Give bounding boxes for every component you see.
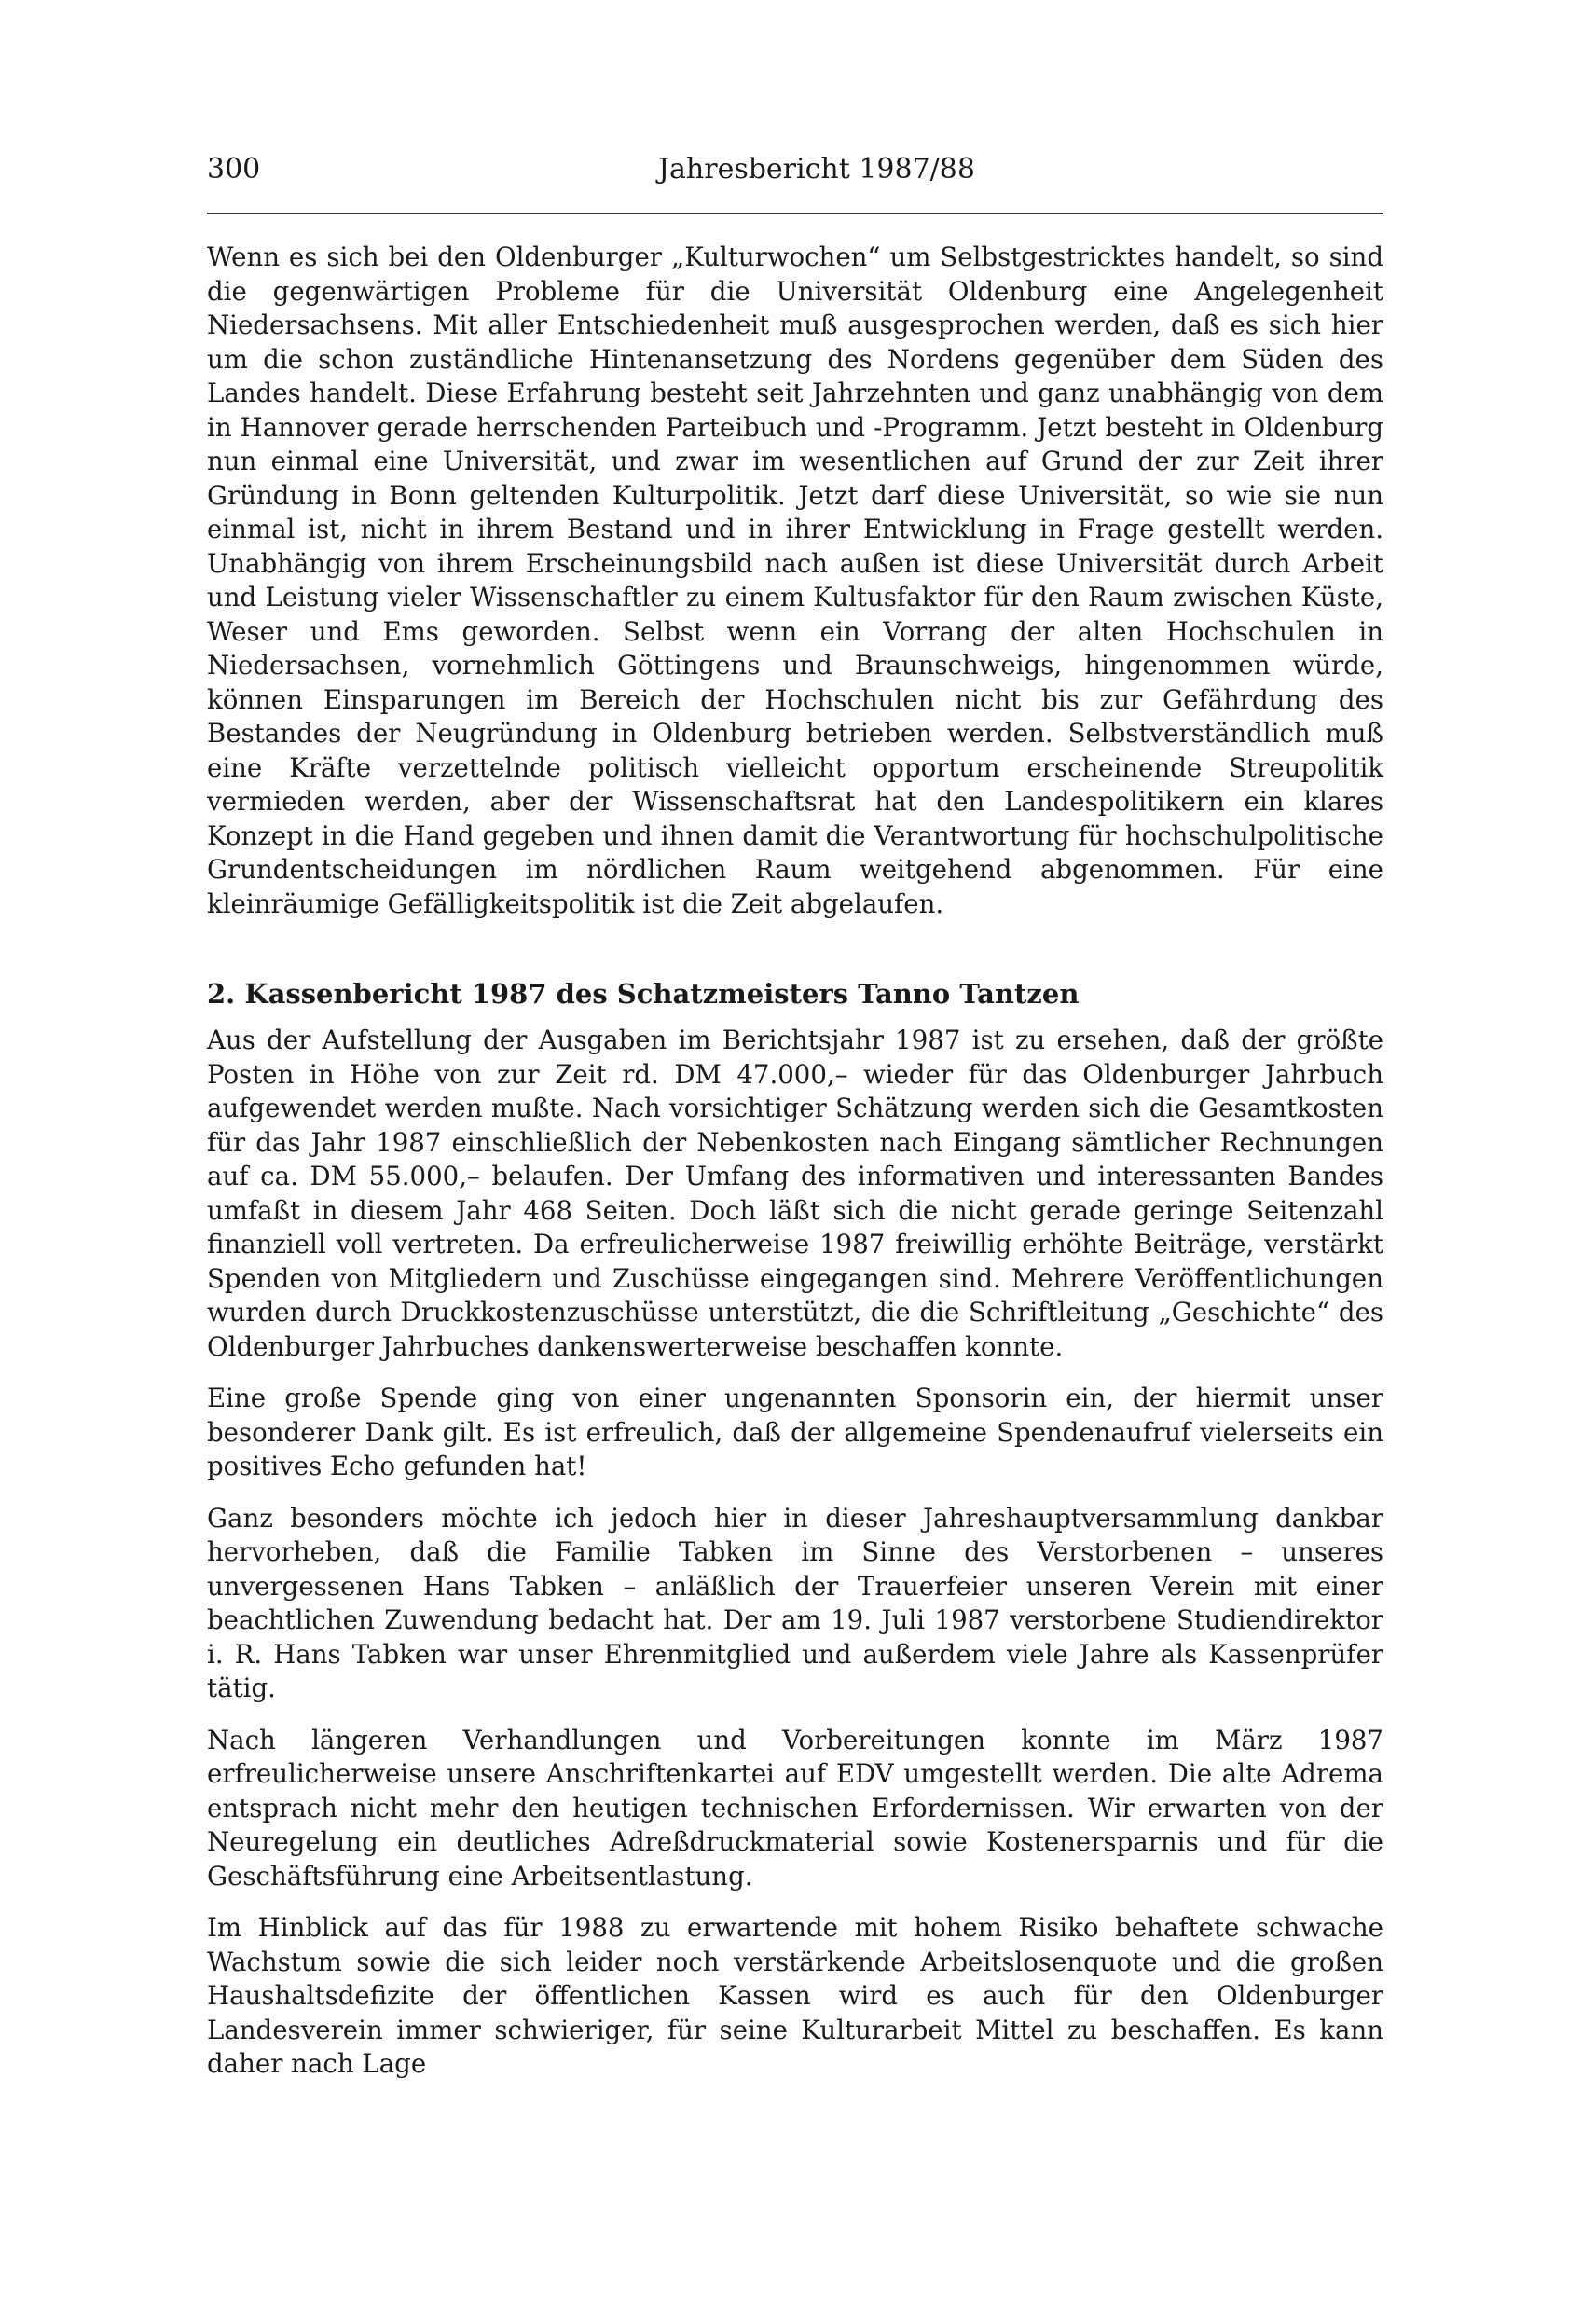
page-number: 300 (207, 153, 261, 186)
paragraph-universitaet-oldenburg: Wenn es sich bei den Oldenburger „Kulturwochen“ um Selbstgestricktes handelt, so sind die gegenwärtigen Probleme für die Universität Oldenburg eine Angelegenheit Niedersachsens. Mit aller Entschiedenheit muß ausgesprochen werden, daß es sich hier um die schon zuständliche Hintenansetzung des Nordens gegenüber dem Süden des Landes handelt. Diese Erfahrung besteht seit Jahrzehnten und ganz unabhängig von dem in Hannover gerade herrschenden Parteibuch und -Programm. Jetzt besteht in Oldenburg nun einmal eine Universität, und zwar im wesentlichen auf Grund der zur Zeit ihrer Gründung in Bonn geltenden Kulturpolitik. Jetzt darf diese Universität, so wie sie nun einmal ist, nicht in ihrem Bestand und in ihrer Entwicklung in Frage gestellt werden. Unabhängig von ihrem Erscheinungsbild nach außen ist diese Universität durch Arbeit und Leistung vieler Wissenschaftler zu einem Kultusfaktor für den Raum zwischen Küste, Weser und Ems geworden. Selbst wenn ein Vorrang der alten Hochschulen in Niedersachsen, vornehmlich Göttingens und Braunschweigs, hingenommen würde, können Einsparungen im Bereich der Hochschulen nicht bis zur Gefährdung des Bestandes der Neugründung in Oldenburg betrieben werden. Selbstverständlich muß eine Kräfte verzettelnde politisch vielleicht opportum erscheinende Streupolitik vermieden werden, aber der Wissenschaftsrat hat den Landespolitikern ein klares Konzept in die Hand gegeben und ihnen damit die Verantwortung für hochschulpolitische Grundentscheidungen im nördlichen Raum weitgehend abgenommen. Für eine kleinräumige Gefälligkeitspolitik ist die Zeit abgelaufen. (207, 241, 1383, 919)
body-text (207, 241, 1383, 2082)
paragraph-ausgaben-jahrbuch: Aus der Aufstellung der Ausgaben im Berichtsjahr 1987 ist zu ersehen, daß der größte Posten in Höhe von zur Zeit rd. DM 47.000,– wieder für das Oldenburger Jahrbuch aufgewendet werden mußte. Nach vorsichtiger Schätzung werden sich die Gesamtkosten für das Jahr 1987 einschließlich der Nebenkosten nach Eingang sämtlicher Rechnungen auf ca. DM 55.000,– belaufen. Der Umfang des informativen und interessanten Bandes umfaßt in diesem Jahr 468 Seiten. Doch läßt sich die nicht gerade geringe Seitenzahl finanziell voll vertreten. Da erfreulicherweise 1987 freiwillig erhöhte Beiträge, verstärkt Spenden von Mitgliedern und Zuschüsse eingegangen sind. Mehrere Veröffentlichungen wurden durch Druckkostenzuschüsse unterstützt, die die Schriftleitung „Geschichte“ des Oldenburger Jahrbuches dankenswerterweise beschaffen konnte. (207, 1025, 1383, 1362)
paragraph-spende-sponsorin: Eine große Spende ging von einer ungenannten Sponsorin ein, der hiermit unser besonderer Dank gilt. Es ist erfreulich, daß der allgemeine Spendenaufruf vielerseits ein positives Echo gefunden hat! (207, 1383, 1383, 1481)
header-rule (207, 213, 1383, 214)
paragraph-familie-tabken: Ganz besonders möchte ich jedoch hier in dieser Jahreshauptversammlung dankbar hervorheben, daß die Familie Tabken im Sinne des Verstorbenen – unseres unvergessenen Hans Tabken – anläßlich der Trauerfeier unseren Verein mit einer beachtlichen Zuwendung bedacht hat. Der am 19. Juli 1987 verstorbene Studiendirektor i. R. Hans Tabken war unser Ehrenmitglied und außerdem viele Jahre als Kassenprüfer tätig. (207, 1502, 1383, 1703)
paragraph-ausblick-1988: Im Hinblick auf das für 1988 zu erwartende mit hohem Risiko behaftete schwache Wachstum sowie die sich leider noch verstärkende Arbeitslosenquote und die großen Haushaltsdefizite der öffentlichen Kassen wird es auch für den Oldenburger Landesverein immer schwieriger, für seine Kulturarbeit Mittel zu beschaffen. Es kann daher nach Lage (207, 1912, 1383, 2079)
paragraph-edv-umstellung: Nach längeren Verhandlungen und Vorbereitungen konnte im März 1987 erfreulicherweise unsere Anschriftenkartei auf EDV umgestellt werden. Die alte Adrema entsprach nicht mehr den heutigen technischen Erfordernissen. Wir erwarten von der Neuregelung ein deutliches Adreßdruckmaterial sowie Kostenersparnis und für die Geschäftsführung eine Arbeitsentlastung. (207, 1724, 1383, 1892)
running-head (207, 149, 1383, 194)
section-heading-kassenbericht: 2. Kassenbericht 1987 des Schatzmeisters Tanno Tantzen (207, 978, 1080, 1010)
running-title: Jahresbericht 1987/88 (658, 153, 975, 186)
